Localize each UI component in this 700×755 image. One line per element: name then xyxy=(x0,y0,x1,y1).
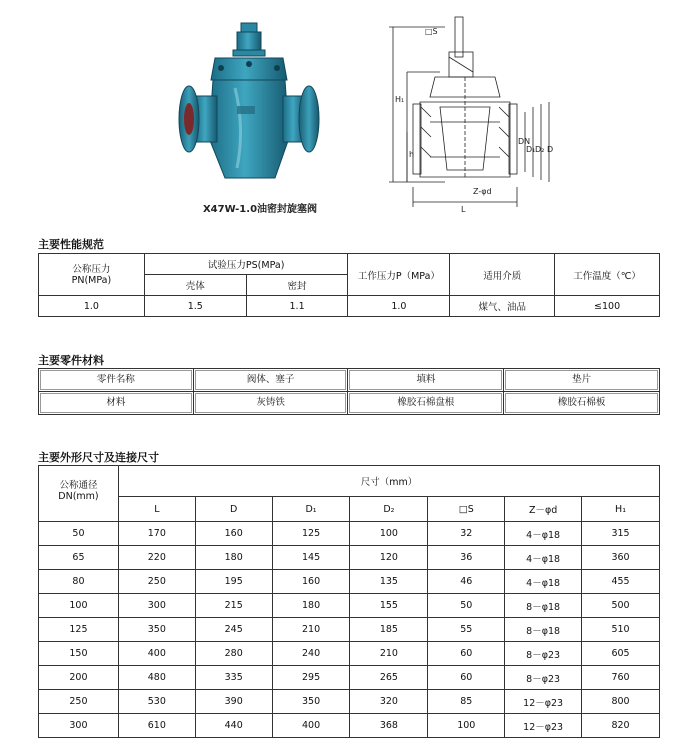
cell-col-d2: 120 xyxy=(350,546,428,570)
cell-col-l: 530 xyxy=(118,690,195,714)
cell-col-d: 160 xyxy=(195,522,272,546)
cell-col-d2: 265 xyxy=(350,666,428,690)
table-row xyxy=(39,618,660,642)
cell-dn: 250 xyxy=(39,690,119,714)
cell-col-d: 215 xyxy=(195,594,272,618)
cell-col-d1: 400 xyxy=(272,714,350,738)
cell-shell: 1.5 xyxy=(144,296,246,317)
cell-col-d1: 180 xyxy=(272,594,350,618)
cell-col-h1: 820 xyxy=(582,714,660,738)
cell-col-z-phi-d: 8－φ23 xyxy=(505,642,582,666)
cell-col-z-phi-d: 12－φ23 xyxy=(505,714,582,738)
cell-col-s: 50 xyxy=(428,594,505,618)
cell-col-d: 390 xyxy=(195,690,272,714)
cell-col-d1: 210 xyxy=(272,618,350,642)
cell-col-d2: 185 xyxy=(350,618,428,642)
cell-dn: 150 xyxy=(39,642,119,666)
header-work-pressure: 工作压力P（MPa） xyxy=(348,254,450,296)
drawing-label-d2: D₂ xyxy=(535,145,545,154)
cell-col-d1: 350 xyxy=(272,690,350,714)
drawing-label-d: D xyxy=(547,145,554,154)
drawing-label-d1: D₁ xyxy=(526,145,536,154)
cell-col-l: 610 xyxy=(118,714,195,738)
cell-dn: 125 xyxy=(39,618,119,642)
drawing-label-h1: H₁ xyxy=(395,95,405,104)
cell-col-d1: 295 xyxy=(272,666,350,690)
cell-col-d2: 100 xyxy=(350,522,428,546)
cell-col-h1: 455 xyxy=(582,570,660,594)
cell-col-h1: 315 xyxy=(582,522,660,546)
part-packing: 填料 xyxy=(348,369,504,392)
cell-col-l: 480 xyxy=(118,666,195,690)
cell-col-d1: 240 xyxy=(272,642,350,666)
cell-col-d1: 145 xyxy=(272,546,350,570)
header-pn: 公称压力 PN(MPa) xyxy=(39,254,145,296)
cell-dn: 100 xyxy=(39,594,119,618)
header-size: 尺寸（mm） xyxy=(118,466,659,497)
cell-col-l: 220 xyxy=(118,546,195,570)
cell-col-d2: 155 xyxy=(350,594,428,618)
materials-title: 主要零件材料 xyxy=(38,354,104,367)
cell-col-s: 60 xyxy=(428,642,505,666)
header-test-pressure: 试验压力PS(MPa) xyxy=(144,254,348,275)
cell-col-l: 300 xyxy=(118,594,195,618)
header-col-d2: D₂ xyxy=(350,497,428,522)
cell-col-d1: 125 xyxy=(272,522,350,546)
material-header: 材料 xyxy=(39,392,194,415)
cell-medium: 煤气、油品 xyxy=(450,296,555,317)
header-dn: 公称通径 DN(mm) xyxy=(39,466,119,522)
header-medium: 适用介质 xyxy=(450,254,555,296)
material-packing: 橡胶石棉盘根 xyxy=(348,392,504,415)
cell-work-pressure: 1.0 xyxy=(348,296,450,317)
cell-col-d2: 135 xyxy=(350,570,428,594)
table-row xyxy=(39,594,660,618)
materials-table xyxy=(38,368,660,415)
cell-col-s: 46 xyxy=(428,570,505,594)
cell-col-z-phi-d: 8－φ23 xyxy=(505,666,582,690)
cell-col-d1: 160 xyxy=(272,570,350,594)
table-row xyxy=(39,666,660,690)
table-row xyxy=(39,690,660,714)
cell-col-s: 32 xyxy=(428,522,505,546)
cell-col-s: 85 xyxy=(428,690,505,714)
cell-col-h1: 800 xyxy=(582,690,660,714)
cell-col-h1: 760 xyxy=(582,666,660,690)
drawing-label-l: L xyxy=(461,205,466,214)
part-gasket: 垫片 xyxy=(504,369,660,392)
table-row xyxy=(39,546,660,570)
header-temperature: 工作温度（℃） xyxy=(555,254,660,296)
cell-temperature: ≤100 xyxy=(555,296,660,317)
header-col-h1: H₁ xyxy=(582,497,660,522)
dimensions-title: 主要外形尺寸及连接尺寸 xyxy=(38,451,159,464)
performance-title: 主要性能规范 xyxy=(38,238,104,251)
cell-pn: 1.0 xyxy=(39,296,145,317)
header-shell: 壳体 xyxy=(144,275,246,296)
header-seal: 密封 xyxy=(246,275,348,296)
cell-col-l: 250 xyxy=(118,570,195,594)
cell-col-h1: 500 xyxy=(582,594,660,618)
cell-dn: 200 xyxy=(39,666,119,690)
cell-col-l: 350 xyxy=(118,618,195,642)
header-col-s: □S xyxy=(428,497,505,522)
material-gasket: 橡胶石棉板 xyxy=(504,392,660,415)
table-row xyxy=(39,642,660,666)
cell-col-l: 170 xyxy=(118,522,195,546)
cell-col-d2: 368 xyxy=(350,714,428,738)
cell-col-z-phi-d: 4－φ18 xyxy=(505,570,582,594)
cell-col-d2: 210 xyxy=(350,642,428,666)
table-row xyxy=(39,714,660,738)
cell-col-s: 100 xyxy=(428,714,505,738)
cell-dn: 50 xyxy=(39,522,119,546)
drawing-label-z: Z-φd xyxy=(473,187,492,196)
drawing-label-dn: DN xyxy=(518,137,531,146)
performance-table xyxy=(38,253,660,317)
cell-dn: 300 xyxy=(39,714,119,738)
cell-col-z-phi-d: 12－φ23 xyxy=(505,690,582,714)
cell-col-d: 335 xyxy=(195,666,272,690)
cell-col-l: 400 xyxy=(118,642,195,666)
header-col-z-phi-d: Z－φd xyxy=(505,497,582,522)
cell-col-d: 245 xyxy=(195,618,272,642)
cell-col-d: 195 xyxy=(195,570,272,594)
table-row xyxy=(39,570,660,594)
header-col-l: L xyxy=(118,497,195,522)
cell-col-s: 55 xyxy=(428,618,505,642)
cell-col-h1: 360 xyxy=(582,546,660,570)
part-body-plug: 阀体、塞子 xyxy=(193,369,348,392)
dimensions-table xyxy=(38,465,660,738)
cell-col-h1: 510 xyxy=(582,618,660,642)
cell-seal: 1.1 xyxy=(246,296,348,317)
cell-col-s: 36 xyxy=(428,546,505,570)
valve-photo xyxy=(175,18,325,198)
table-row xyxy=(39,522,660,546)
drawing-label-h: h xyxy=(409,150,415,159)
material-body-plug: 灰铸铁 xyxy=(193,392,348,415)
valve-section-drawing xyxy=(385,12,560,217)
part-name-header: 零件名称 xyxy=(39,369,194,392)
photo-caption: X47W-1.0油密封旋塞阀 xyxy=(202,204,318,215)
cell-col-d: 440 xyxy=(195,714,272,738)
cell-col-h1: 605 xyxy=(582,642,660,666)
cell-dn: 65 xyxy=(39,546,119,570)
cell-col-d: 280 xyxy=(195,642,272,666)
drawing-label-s: □S xyxy=(425,27,438,36)
cell-col-s: 60 xyxy=(428,666,505,690)
cell-col-z-phi-d: 8－φ18 xyxy=(505,594,582,618)
header-col-d1: D₁ xyxy=(272,497,350,522)
header-col-d: D xyxy=(195,497,272,522)
cell-dn: 80 xyxy=(39,570,119,594)
cell-col-z-phi-d: 8－φ18 xyxy=(505,618,582,642)
cell-col-z-phi-d: 4－φ18 xyxy=(505,546,582,570)
cell-col-d2: 320 xyxy=(350,690,428,714)
cell-col-d: 180 xyxy=(195,546,272,570)
cell-col-z-phi-d: 4－φ18 xyxy=(505,522,582,546)
